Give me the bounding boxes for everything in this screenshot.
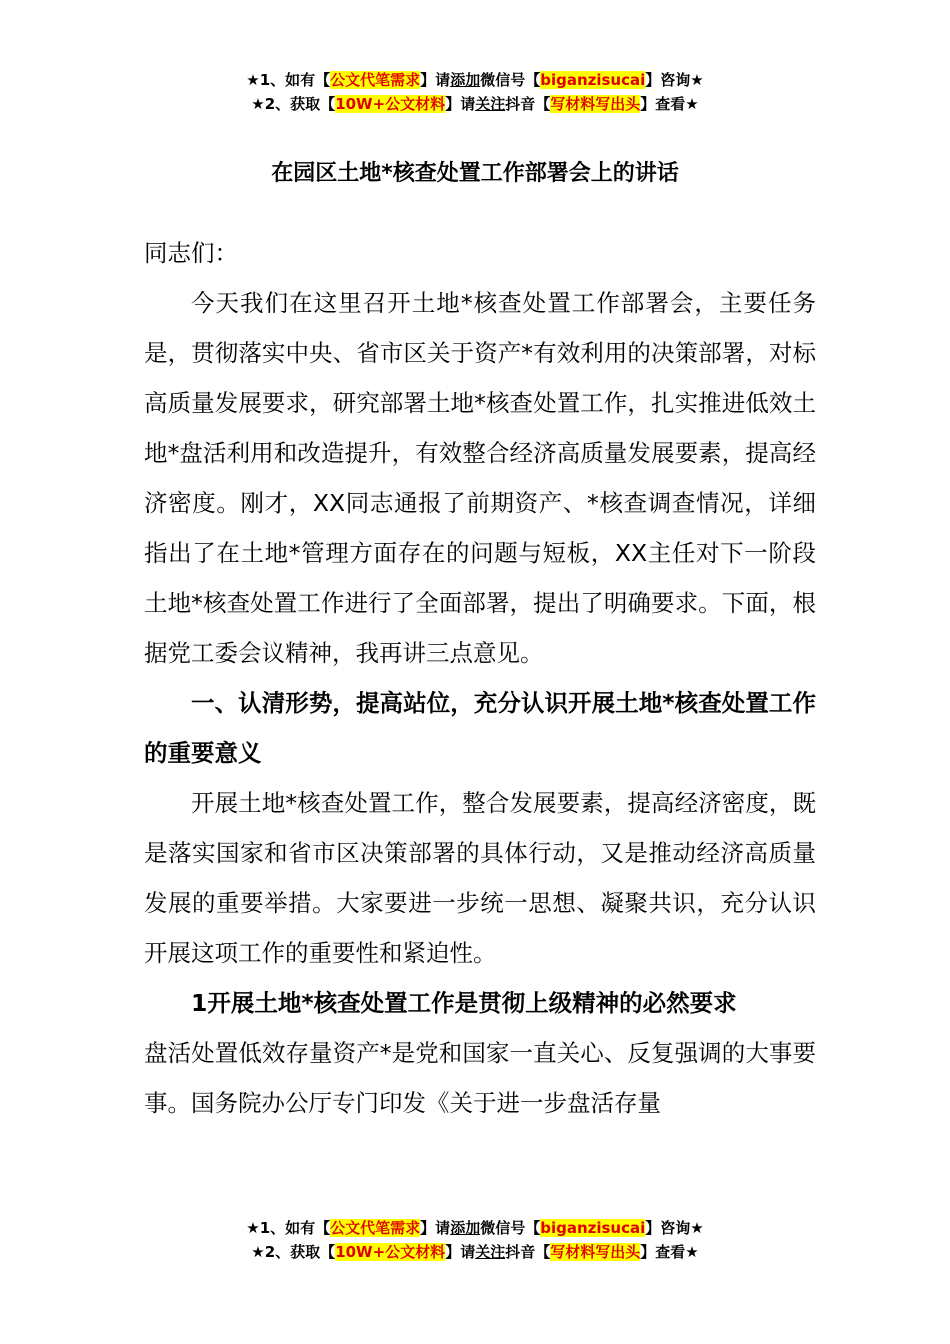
promo-text: 】咨询★ xyxy=(645,1219,704,1237)
promo-text: ★1、如有【 xyxy=(246,71,331,89)
promo-text: 】请 xyxy=(445,95,476,113)
document-title: 在园区土地*核查处置工作部署会上的讲话 xyxy=(271,161,679,186)
promo-text: ★2、获取【 xyxy=(251,1243,336,1261)
promo-underline: 添加 xyxy=(450,71,481,89)
douyin-name-highlight: 写材料写出头 xyxy=(550,1243,641,1261)
promo-highlight: 公文代笔需求 xyxy=(330,71,421,89)
subsection-heading: 1开展土地*核查处置工作是贯彻上级精神的必然要求 xyxy=(191,989,737,1017)
wechat-id-highlight: biganzisucai xyxy=(540,71,646,89)
promo-text: 】请 xyxy=(445,1243,476,1261)
body-paragraph: 开展土地*核查处置工作，整合发展要素，提高经济密度，既是落实国家和省市区决策部署的具体行动，又是推动经济高质量发展的重要举措。大家要进一步统一思想、凝聚共识，充分认识开展这项工作的重要性和紧迫性。 xyxy=(144,789,816,967)
document-body xyxy=(144,228,816,1128)
promo-text: 】咨询★ xyxy=(645,71,704,89)
promo-underline: 关注 xyxy=(475,1243,506,1261)
promo-text: 】查看★ xyxy=(640,95,699,113)
promo-header xyxy=(0,68,950,116)
douyin-name-highlight: 写材料写出头 xyxy=(550,95,641,113)
promo-text: 】查看★ xyxy=(640,1243,699,1261)
promo-underline: 关注 xyxy=(475,95,506,113)
promo-text: 微信号【 xyxy=(480,1219,541,1237)
promo-line-1 xyxy=(0,68,950,92)
body-paragraph: 盘活处置低效存量资产*是党和国家一直关心、反复强调的大事要事。国务院办公厅专门印发《关于进一步盘活存量 xyxy=(144,1039,816,1117)
promo-text: 抖音【 xyxy=(505,1243,551,1261)
promo-highlight: 10W+公文材料 xyxy=(335,1243,446,1261)
promo-highlight: 10W+公文材料 xyxy=(335,95,446,113)
promo-text: ★2、获取【 xyxy=(251,95,336,113)
promo-text: 抖音【 xyxy=(505,95,551,113)
wechat-id-highlight: biganzisucai xyxy=(540,1219,646,1237)
promo-line-2 xyxy=(0,1240,950,1264)
promo-text: 微信号【 xyxy=(480,71,541,89)
promo-line-2 xyxy=(0,92,950,116)
promo-line-1 xyxy=(0,1216,950,1240)
promo-text: ★1、如有【 xyxy=(246,1219,331,1237)
promo-highlight: 公文代笔需求 xyxy=(330,1219,421,1237)
body-paragraph: 今天我们在这里召开土地*核查处置工作部署会，主要任务是，贯彻落实中央、省市区关于资产*有效利用的决策部署，对标高质量发展要求，研究部署土地*核查处置工作，扎实推进低效土地*盘活利用和改造提升，有效整合经济高质量发展要素，提高经济密度。刚才，XX同志通报了前期资产、*核查调查情况，详细指出了在土地*管理方面存在的问题与短板，XX主任对下一阶段土地*核查处置工作进行了全面部署，提出了明确要求。下面，根据党工委会议精神，我再讲三点意见。 xyxy=(144,289,816,667)
promo-underline: 添加 xyxy=(450,1219,481,1237)
promo-footer xyxy=(0,1216,950,1264)
promo-text: 】请 xyxy=(420,1219,451,1237)
section-heading: 一、认清形势，提高站位，充分认识开展土地*核查处置工作的重要意义 xyxy=(144,689,816,767)
promo-text: 】请 xyxy=(420,71,451,89)
salutation: 同志们： xyxy=(144,239,238,267)
